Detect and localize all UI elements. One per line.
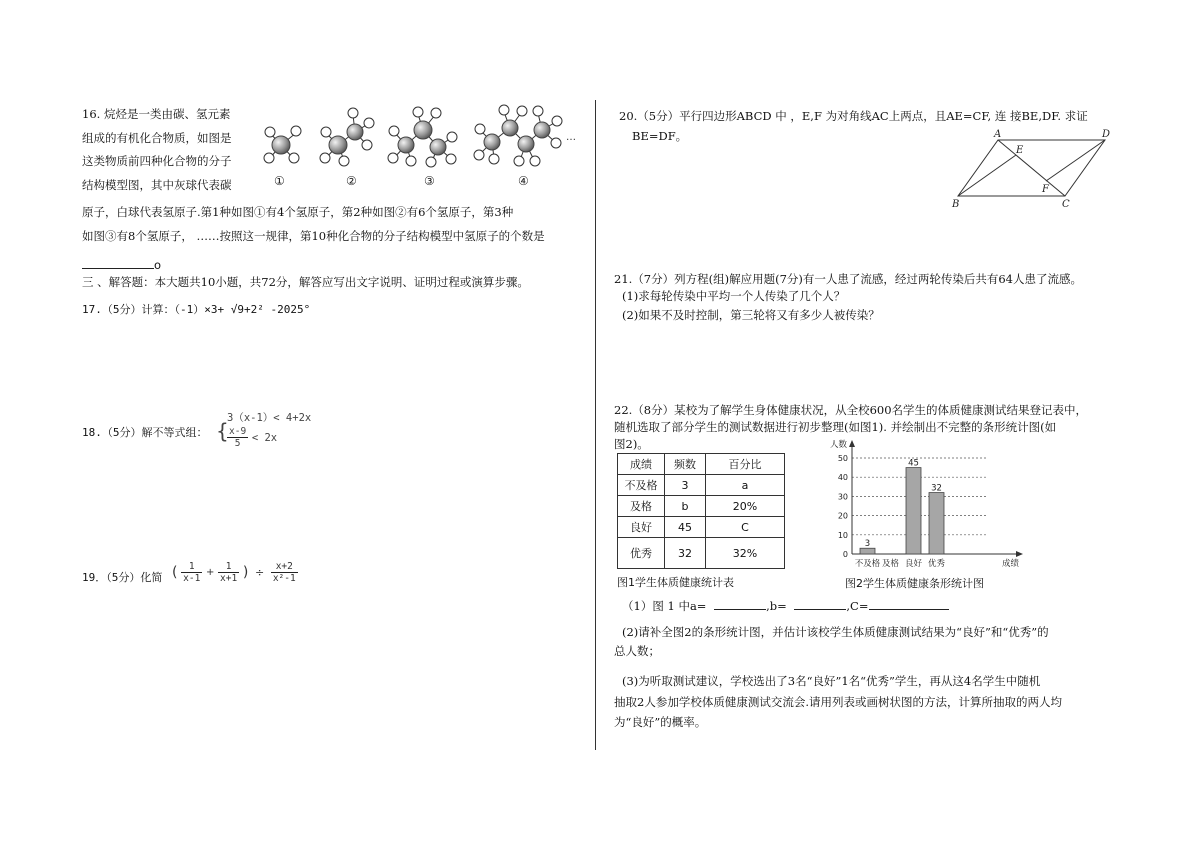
table-cell: a [706,475,785,496]
q16-line3: 这类物质前四种化合物的分子 [82,154,232,168]
section-3-heading: 三 、解答题：本大题共10小题，共72分，解答应写出文字说明、证明过程或演算步骤。 [82,275,529,289]
y-axis-arrow [849,440,855,447]
q19-f1-den: x-1 [183,573,201,584]
q21-line1: 21.（7分）列方程(组)解应用题(7分)有一人患了流感，经过两轮传染后共有64人患了流感。 [614,272,1082,286]
q19-f2-num: 1 [218,561,239,573]
q22-sub2-line2: 总人数； [614,644,660,658]
table-cell: 良好 [618,517,665,538]
table-header: 成绩 [618,454,665,475]
q18-inequality-2 [227,426,277,449]
q19-f3-den: x²-1 [272,573,296,584]
q16-line1: 16. 烷烃是一类由碳、氢元素 [82,107,231,121]
q22-a-blank[interactable] [714,599,766,610]
q22-sub1 [622,598,949,614]
q19-divide: ÷ [254,566,265,579]
q22-sub3-line3: 为“良好”的概率。 [614,715,707,729]
q20-line1: 20.（5分）平行四边形ABCD 中 ，E,F 为对角线AC上两点，且AE=CF, 连 接BE,DF. 求证 [619,109,1088,123]
y-axis-label: 人数 [830,440,848,450]
table-cell: 及格 [618,496,665,517]
point-A-label: A [994,129,1002,140]
q22-b-blank[interactable] [794,599,846,610]
x-axis-label: 成绩 [1002,559,1020,569]
table-cell: 不及格 [618,475,665,496]
q22-sub3-line1: (3)为听取测试建议，学校选出了3名“良好”1名“优秀”学生，再从这4名学生中随机 [622,674,1041,688]
q18-prefix: 18.（5分）解不等式组： [82,426,208,439]
table-cell: 优秀 [618,538,665,569]
table-cell: 45 [665,517,706,538]
y-tick-label: 20 [837,511,848,521]
table-cell: b [665,496,706,517]
q16-answer-end: o [154,258,162,272]
molecule-2-ethane [320,108,374,166]
table-header: 百分比 [706,454,785,475]
q18-inequality-1: 3（x-1）< 4+2x [227,412,312,424]
q19-lparen: ( [172,564,178,581]
q21-line3: (2)如果不及时控制，第三轮将又有多少人被传染？ [622,308,880,322]
y-tick-label: 30 [837,492,848,502]
q22-line3: 图2)。 [614,437,649,451]
q16-answer-blank[interactable] [82,256,161,272]
q19-f3-num: x+2 [271,561,298,573]
q19-expression [172,561,298,584]
table-cell: C [706,517,785,538]
point-B-label: B [952,199,960,210]
point-C-label: C [1062,199,1070,210]
q16-line2: 组成的有机化合物质，如图是 [82,131,232,145]
molecule-models-figure [258,100,578,194]
bar [906,468,921,554]
q22-line1: 22.（8分）某校为了解学生身体健康状况，从全校600名学生的体质健康测试结果登记表中， [614,403,1088,417]
table-cell: 3 [665,475,706,496]
point-F-label: F [1042,184,1049,195]
table-caption: 图1学生体质健康统计表 [617,576,734,589]
q18-frac-num: x-9 [229,426,247,437]
y-tick-label: 10 [837,530,848,540]
x-tick-label: 优秀 [927,559,946,569]
molecule-3-propane [388,107,457,167]
y-tick-label: 40 [837,473,848,483]
molecule-label-4: ④ [518,174,529,188]
table-cell: 32 [665,538,706,569]
q22-bar-chart [822,438,1020,570]
table-cell: 32% [706,538,785,569]
q18-brace: { [216,419,229,443]
q16-line5: 原子，白球代表氢原子.第1种如图①有4个氢原子，第2种如图②有6个氢原子，第3种 [82,205,514,219]
q22-c-blank[interactable] [869,599,949,610]
molecule-label-2: ② [346,174,357,188]
q17-text: 17.（5分）计算：（-1）×3+ √9+2² -2025° [82,303,311,316]
q20-line2: BE=DF。 [632,129,688,143]
q19-plus: + [205,567,215,578]
q22-line2: 随机选取了部分学生的测试数据进行初步整理(如图1). 并绘制出不完整的条形统计图(如 [614,420,1057,434]
q21-line2: (1)求每轮传染中平均一个人传染了几个人？ [622,289,846,303]
column-divider [595,100,596,750]
q22-sub3-line2: 抽取2人参加学校体质健康测试交流会.请用列表或画树状图的方法，计算所抽取的两人均 [614,695,1062,709]
molecule-ellipsis: … [566,132,576,143]
q22-stats-table [617,453,785,569]
q22-sub1-a-label: （1）图 1 中a= [622,599,707,613]
molecule-4-butane [474,105,562,166]
molecule-1-methane [264,126,301,163]
table-cell: 20% [706,496,785,517]
bar-data-label: 3 [864,539,871,550]
x-tick-label: 良好 [904,559,923,569]
q16-line4: 结构模型图，其中灰球代表碳 [82,178,232,192]
table-header: 频数 [665,454,706,475]
y-tick-label: 0 [842,550,848,559]
molecule-label-1: ① [274,174,285,188]
q22-sub1-b-label: ,b= [766,599,787,613]
x-tick-label: 及格 [881,559,900,569]
q18-ineq2-rest: < 2x [251,432,278,444]
bar-data-label: 45 [908,458,919,469]
q19-f2-den: x+1 [220,573,238,584]
chart-caption: 图2学生体质健康条形统计图 [845,577,984,590]
q22-sub2-line1: (2)请补全图2的条形统计图，并估计该校学生体质健康测试结果为“良好”和“优秀”的 [622,625,1049,639]
q22-sub1-c-label: ,C= [846,599,869,613]
parallelogram-figure [950,126,1120,210]
q19-prefix: 19．（5分）化简 [82,571,163,584]
q16-line6: 如图③有8个氢原子， ……按照这一规律，第10种化合物的分子结构模型中氢原子的个数是 [82,229,545,243]
bar [929,493,944,554]
q19-rparen: ) [242,564,249,581]
y-tick-label: 50 [837,454,848,463]
x-tick-label: 不及格 [854,559,881,569]
q18-frac-den: 5 [234,438,241,449]
x-axis-arrow [1016,551,1023,557]
point-D-label: D [1102,129,1111,140]
q19-f1-num: 1 [181,561,202,573]
point-E-label: E [1016,145,1024,156]
molecule-label-3: ③ [424,174,435,188]
bar-data-label: 32 [931,483,942,494]
